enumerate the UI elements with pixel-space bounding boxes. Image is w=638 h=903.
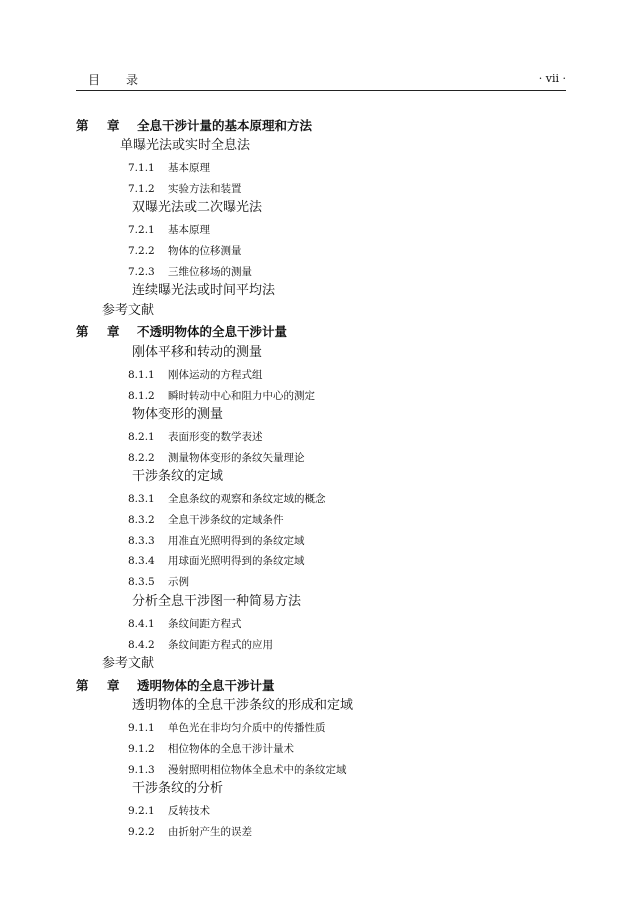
subsection-number: 8.3.5: [128, 576, 155, 588]
subsection-title: 基本原理: [168, 162, 210, 174]
chapter-title: 透明物体的全息干涉计量: [137, 678, 275, 693]
section-entry[interactable]: 透明物体的全息干涉条纹的形成和定域: [132, 698, 354, 713]
subsection-title: 表面形变的数学表述: [168, 431, 263, 443]
subsection-number: 9.1.2: [128, 743, 155, 755]
subsection-title: 相位物体的全息干涉计量术: [168, 743, 294, 755]
subsection-title: 基本原理: [168, 224, 210, 236]
references-entry[interactable]: 参考文献: [102, 303, 155, 318]
subsection-number: 7.2.3: [128, 266, 155, 278]
section-entry[interactable]: 分析全息干涉图一种简易方法: [132, 594, 302, 609]
subsection-title: 三维位移场的测量: [168, 266, 252, 278]
subsection-title: 条纹间距方程式: [168, 618, 242, 630]
subsection-title: 瞬时转动中心和阻力中心的测定: [168, 390, 315, 402]
subsection-number: 7.1.1: [128, 162, 155, 174]
header-title: 目录: [88, 73, 165, 87]
subsection-number: 9.2.2: [128, 826, 155, 838]
subsection-title: 单色光在非均匀介质中的传播性质: [168, 722, 326, 734]
subsection-title: 示例: [168, 576, 189, 588]
chapter-label-suffix: 章: [107, 118, 120, 133]
subsection-title: 刚体运动的方程式组: [168, 369, 263, 381]
subsection-number: 9.1.1: [128, 722, 155, 734]
subsection-number: 8.4.1: [128, 618, 155, 630]
subsection-number: 9.1.3: [128, 764, 155, 776]
subsection-title: 漫射照明相位物体全息术中的条纹定域: [168, 764, 347, 776]
section-entry[interactable]: 干涉条纹的定域: [132, 469, 224, 484]
references-entry[interactable]: 参考文献: [102, 656, 155, 671]
subsection-number: 8.1.1: [128, 369, 155, 381]
subsection-number: 8.3.3: [128, 535, 155, 547]
subsection-title: 测量物体变形的条纹矢量理论: [168, 452, 305, 464]
subsection-title: 全息条纹的观察和条纹定域的概念: [168, 493, 326, 505]
subsection-number: 9.2.1: [128, 805, 155, 817]
subsection-title: 物体的位移测量: [168, 245, 242, 257]
section-entry[interactable]: 单曝光法或实时全息法: [120, 138, 251, 153]
subsection-number: 8.2.1: [128, 431, 155, 443]
subsection-number: 8.1.2: [128, 390, 155, 402]
subsection-title: 用球面光照明得到的条纹定域: [168, 555, 305, 567]
subsection-title: 条纹间距方程式的应用: [168, 639, 273, 651]
subsection-number: 8.2.2: [128, 452, 155, 464]
subsection-number: 7.1.2: [128, 183, 155, 195]
subsection-number: 8.3.2: [128, 514, 155, 526]
subsection-title: 全息干涉条纹的定域条件: [168, 514, 284, 526]
section-entry[interactable]: 刚体平移和转动的测量: [132, 345, 263, 360]
chapter-label: 第: [76, 118, 89, 133]
subsection-number: 8.3.1: [128, 493, 155, 505]
section-entry[interactable]: 干涉条纹的分析: [132, 781, 224, 796]
subsection-number: 7.2.2: [128, 245, 155, 257]
page-number: · vii ·: [538, 72, 566, 85]
chapter-label: 第: [76, 324, 89, 339]
subsection-title: 用准直光照明得到的条纹定域: [168, 535, 305, 547]
section-entry[interactable]: 双曝光法或二次曝光法: [132, 200, 263, 215]
subsection-title: 反转技术: [168, 805, 210, 817]
subsection-title: 实验方法和装置: [168, 183, 242, 195]
section-entry[interactable]: 连续曝光法或时间平均法: [132, 283, 276, 298]
subsection-title: 由折射产生的误差: [168, 826, 252, 838]
subsection-number: 7.2.1: [128, 224, 155, 236]
subsection-number: 8.4.2: [128, 639, 155, 651]
chapter-label-suffix: 章: [107, 678, 120, 693]
chapter-title: 不透明物体的全息干涉计量: [137, 324, 288, 339]
chapter-label-suffix: 章: [107, 324, 120, 339]
chapter-title: 全息干涉计量的基本原理和方法: [137, 118, 313, 133]
subsection-number: 8.3.4: [128, 555, 155, 567]
section-entry[interactable]: 物体变形的测量: [132, 407, 224, 422]
chapter-label: 第: [76, 678, 89, 693]
